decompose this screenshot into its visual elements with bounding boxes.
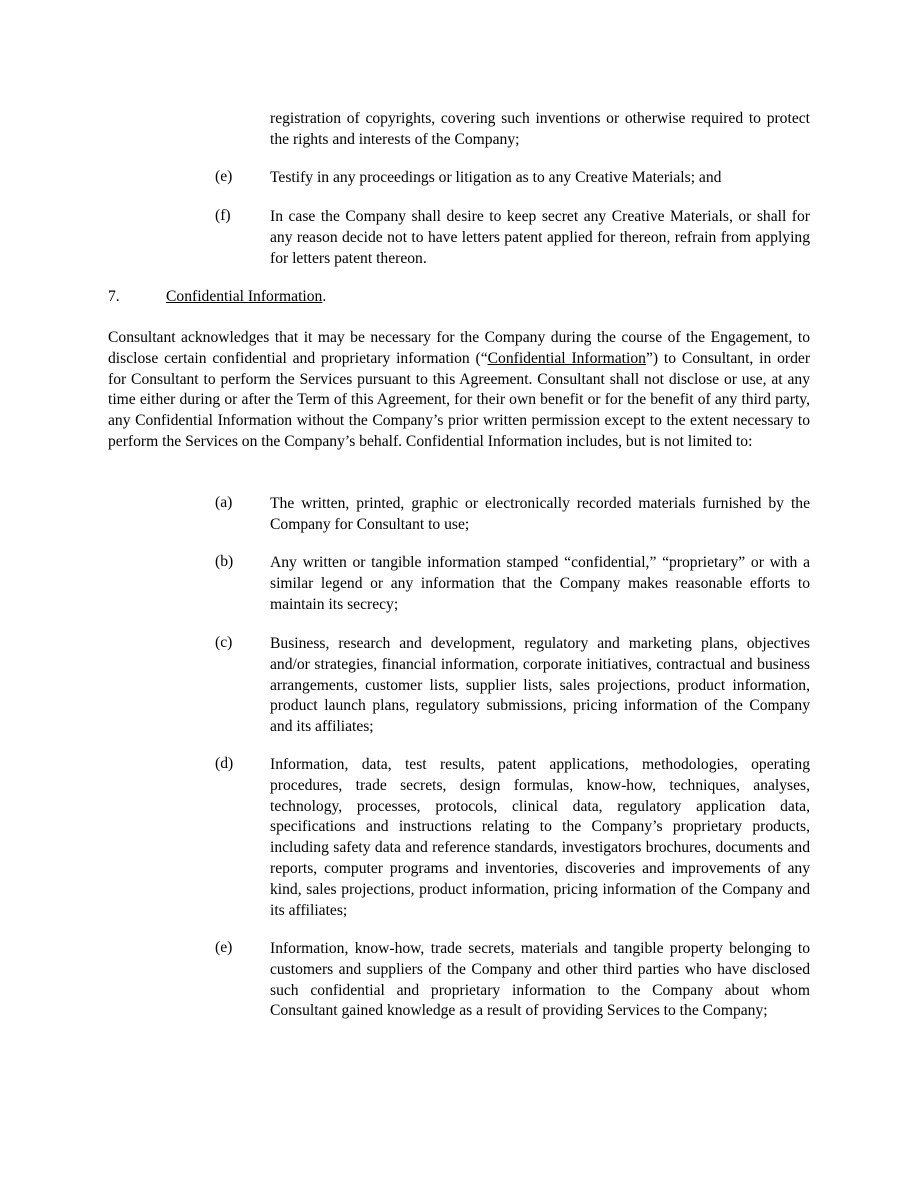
item-text: Business, research and development, regulatory and marketing plans, objectives and/or strategies, financial information, corporate initiatives, contractual and business arrangements, customer lists, supplier lists, sales projections, product information, product launch plans, regulatory submissions, pricing information of the Company and its affiliates; (270, 635, 810, 736)
item-label: (c) (215, 634, 233, 651)
item-text: In case the Company shall desire to keep secret any Creative Materials, or shall for any reason decide not to have letters patent applied for thereon, refrain from applying for letters patent thereon. (270, 208, 810, 267)
item-label: (b) (215, 553, 234, 570)
intro-text-2: ”) to Consultant, in order for Consultant to perform the Services pursuant to this Agreement. Consultant shall not disclose or use, at any time either during or after the Term of this Agreement, for their own benefit or for the benefit of any third party, any Confidential Information without the Company’s prior written permission except to the extent necessary to perform the Services on the Company’s behalf. Confidential Information includes, but is not limited to: (108, 349, 811, 450)
section-number: 7. (108, 288, 120, 305)
item-label: (e) (215, 939, 233, 956)
item-text: Any written or tangible information stamped “confidential,” “proprietary” or with a similar legend or any information that the Company makes reasonable efforts to maintain its secrecy; (270, 554, 810, 613)
list-item-prior-f (215, 207, 810, 269)
item-text: Testify in any proceedings or litigation as to any Creative Materials; and (270, 169, 722, 186)
item-label: (a) (215, 494, 233, 511)
item-text: Information, data, test results, patent applications, methodologies, operating procedures, trade secrets, design formulas, know-how, techniques, analyses, technology, processes, protocols, clinical data, regulatory application data, specifications and instructions relating to the Company’s proprietary products, including safety data and reference standards, investigators brochures, documents and reports, computer programs and inventories, discoveries and improvements of any kind, sales projections, product information, pricing information of the Company and its affiliates; (270, 756, 810, 919)
item-text: The written, printed, graphic or electronically recorded materials furnished by the Company for Consultant to use; (270, 495, 810, 533)
section-heading (108, 287, 326, 308)
list-item-c (215, 634, 810, 738)
list-item-d (215, 755, 810, 921)
list-item-a (215, 494, 810, 536)
section-title-period: . (322, 288, 327, 305)
section-intro-paragraph (108, 328, 810, 453)
section-title: Confidential Information (166, 288, 323, 305)
list-item-prior-e (215, 168, 810, 189)
list-item-e (215, 939, 810, 1022)
item-label: (f) (215, 207, 231, 224)
defined-term: Confidential Information (487, 349, 646, 367)
list-item-b (215, 553, 810, 615)
intro-text-1: Consultant acknowledges that it may be necessary for the Company during the course of the Engagement, to disclose certain confidential and proprietary information (“ (108, 329, 810, 367)
item-label: (e) (215, 168, 233, 185)
continued-paragraph: registration of copyrights, covering such inventions or otherwise required to protect the rights and interests of the Company; (270, 110, 810, 148)
item-text: Information, know-how, trade secrets, materials and tangible property belonging to customers and suppliers of the Company and other third parties who have disclosed such confidential and proprietary information to the Company about whom Consultant gained knowledge as a result of providing Services to the Company; (270, 940, 810, 1020)
item-label: (d) (215, 755, 234, 772)
